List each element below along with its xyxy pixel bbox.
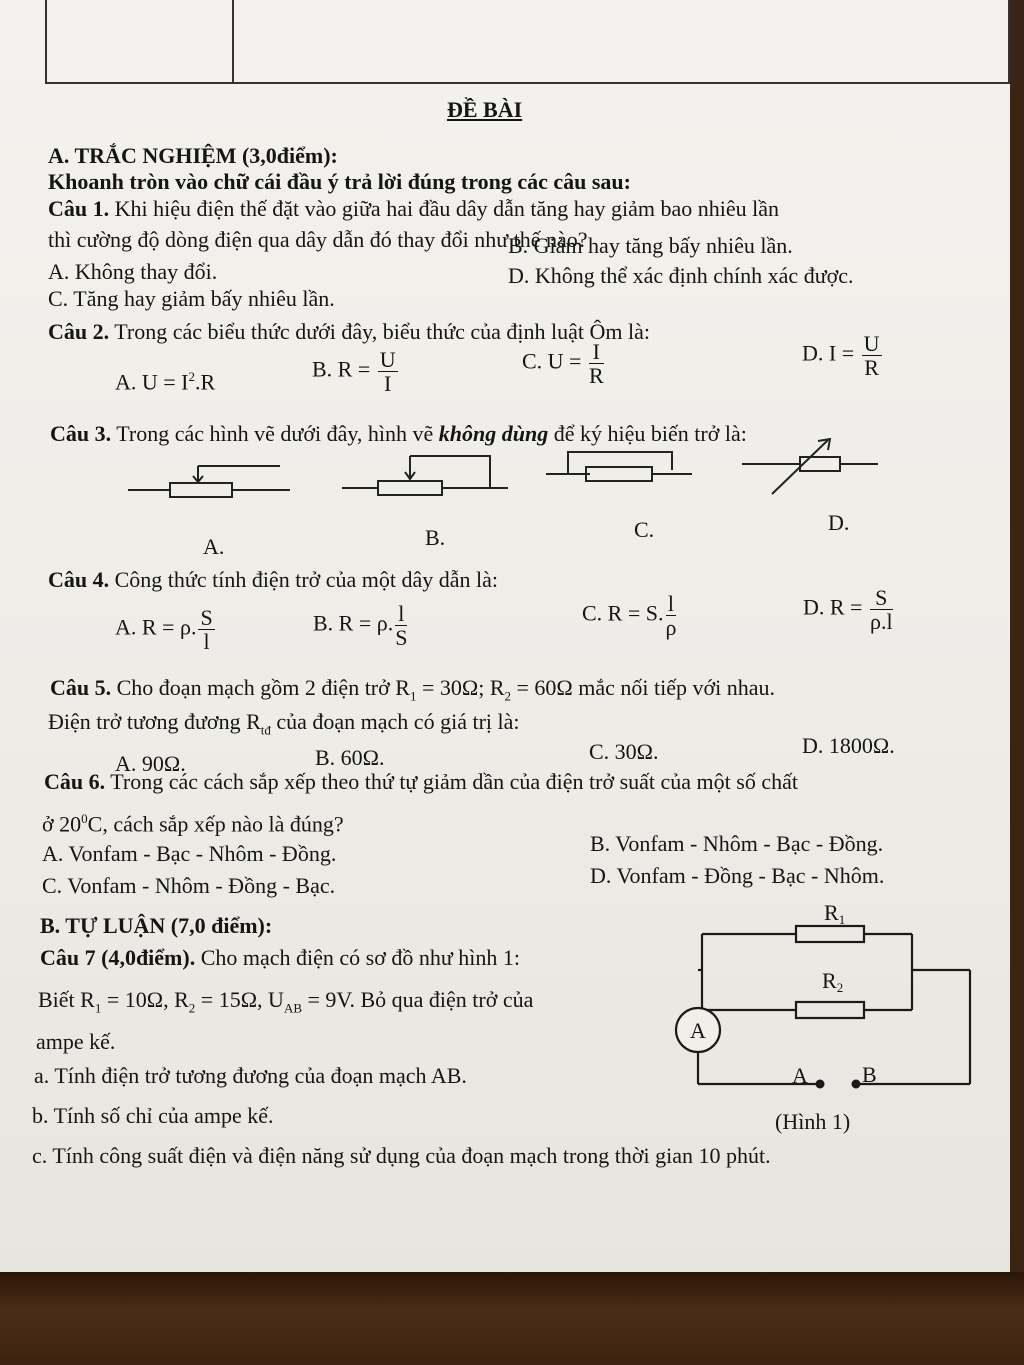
q7-part-a: a. Tính điện trở tương đương của đoạn mạch AB. (34, 1063, 467, 1088)
q2-a-sup: 2 (188, 369, 196, 384)
q1-option-c[interactable]: C. Tăng hay giảm bấy nhiêu lần. (48, 286, 335, 311)
q7-given-text: Biết R (38, 987, 95, 1012)
q4-option-c[interactable] (582, 592, 678, 639)
question-7 (40, 946, 520, 970)
q4-a-den: l (203, 629, 210, 655)
q4-b-den: S (395, 625, 408, 651)
node-b-label: B (862, 1062, 877, 1087)
q5-option-a[interactable]: A. 90Ω. (115, 751, 186, 776)
question-1 (48, 197, 779, 221)
q6-option-a[interactable]: A. Vonfam - Bạc - Nhôm - Đồng. (42, 841, 337, 866)
q7-given-s2: 2 (188, 1000, 196, 1016)
question-3-emphasis: không dùng (438, 421, 549, 446)
q2-c-num: I (589, 340, 604, 364)
q4-c-den: ρ (665, 615, 677, 641)
q6-option-c[interactable]: C. Vonfam - Nhôm - Đồng - Bạc. (42, 873, 336, 898)
q4-b-num: l (395, 602, 407, 626)
q7-part-b: b. Tính số chỉ của ampe kế. (32, 1103, 274, 1128)
question-7-given-line2: ampe kế. (36, 1029, 116, 1054)
q4-c-fraction (666, 592, 677, 639)
q6-line2-post: C, cách sắp xếp nào là đúng? (87, 811, 344, 837)
q3-option-d[interactable]: D. (828, 510, 850, 535)
header-table-remnant (45, 0, 1010, 84)
q6-option-b[interactable]: B. Vonfam - Nhôm - Bạc - Đồng. (590, 831, 884, 856)
q3-option-a[interactable]: A. (203, 534, 225, 559)
q7-given-s1: 1 (94, 1000, 102, 1016)
q2-option-b[interactable] (312, 348, 400, 395)
table-divider (232, 0, 234, 82)
q5-line2-text: Điện trở tương đương R (48, 709, 261, 734)
q2-option-a[interactable] (115, 370, 215, 395)
section-a-heading: A. TRẮC NGHIỆM (3,0điểm): (48, 143, 338, 168)
q7-given-s3: AB (283, 1000, 302, 1016)
question-6-line2 (42, 812, 344, 837)
page-title: ĐỀ BÀI (447, 97, 523, 122)
q4-d-num: S (870, 586, 893, 610)
q2-c-fraction (589, 340, 604, 387)
question-7-text: Cho mạch điện có sơ đồ như hình 1: (200, 945, 521, 970)
q2-a-tail: .R (195, 369, 216, 395)
q5-line2-sub: tđ (260, 722, 271, 738)
q4-option-d[interactable] (803, 586, 895, 633)
q2-a-text: A. U = I (115, 369, 189, 395)
q2-d-fraction (862, 332, 882, 379)
q5-option-c[interactable]: C. 30Ω. (589, 739, 659, 764)
node-a-dot (816, 1080, 825, 1089)
resistor-r1 (796, 926, 864, 942)
q2-option-c[interactable] (522, 340, 606, 387)
q1-option-b[interactable]: B. Giảm hay tăng bấy nhiêu lần. (508, 233, 793, 258)
question-3-text: Trong các hình vẽ dưới đây, hình vẽ (116, 421, 434, 446)
q4-a-text: A. R = ρ. (115, 614, 197, 640)
q3-option-b[interactable]: B. (425, 525, 446, 550)
question-5-text: Cho đoạn mạch gồm 2 điện trở R (116, 675, 410, 700)
question-2-label: Câu 2. (48, 319, 110, 344)
q2-b-text: B. R = (312, 356, 371, 382)
circuit-svg (672, 890, 982, 1100)
q5-text-mid1: = 30Ω; R (416, 675, 505, 700)
q4-c-num: l (666, 592, 677, 616)
q5-text-mid2: = 60Ω mắc nối tiếp với nhau. (511, 675, 776, 700)
q5-option-d[interactable]: D. 1800Ω. (802, 733, 895, 758)
question-3-label: Câu 3. (50, 421, 112, 446)
rheostat-symbols (120, 438, 890, 508)
q4-d-fraction (870, 586, 893, 633)
question-4-text: Công thức tính điện trở của một dây dẫn là: (114, 567, 499, 592)
question-6-label: Câu 6. (44, 769, 106, 794)
q1-option-d[interactable]: D. Không thể xác định chính xác được. (508, 263, 854, 288)
q4-option-b[interactable] (313, 602, 409, 649)
q4-b-fraction (395, 602, 407, 649)
q6-option-d[interactable]: D. Vonfam - Đồng - Bạc - Nhôm. (590, 863, 885, 888)
q2-d-text: D. I = (802, 340, 855, 366)
q2-c-den: R (588, 363, 604, 389)
q4-c-text: C. R = S. (582, 600, 664, 626)
symbol-d (742, 439, 878, 494)
q4-d-den: ρ.l (869, 609, 893, 635)
q2-option-d[interactable] (802, 332, 884, 379)
question-5-line2 (48, 710, 520, 738)
circuit-figure (672, 890, 982, 1100)
q2-b-fraction (378, 348, 398, 395)
q7-part-c: c. Tính công suất điện và điện năng sử dụng của đoạn mạch trong thời gian 10 phút. (32, 1143, 771, 1168)
q3-option-c[interactable]: C. (634, 517, 655, 542)
question-1-text-line2: thì cường độ dòng điện qua dây dẫn đó thay đổi như thế nào? (48, 227, 588, 252)
question-2-text: Trong các biểu thức dưới đây, biểu thức của định luật Ôm là: (114, 319, 651, 344)
q6-line2-text: ở 20 (42, 811, 82, 837)
q1-option-a[interactable]: A. Không thay đổi. (48, 259, 218, 284)
q2-b-num: U (379, 347, 396, 372)
rheostat-symbols-svg (120, 438, 890, 508)
symbol-b (342, 456, 508, 495)
q2-c-text: C. U = (522, 348, 582, 374)
question-1-text: Khi hiệu điện thế đặt vào giữa hai đầu dây dẫn tăng hay giảm bao nhiêu lần (114, 196, 780, 221)
question-5 (50, 676, 775, 704)
q4-a-num: S (200, 605, 213, 630)
question-3-text-end: để ký hiệu biến trở là: (553, 421, 747, 446)
section-a-instruction: Khoanh tròn vào chữ cái đầu ý trả lời đúng trong các câu sau: (48, 169, 631, 194)
q4-b-text: B. R = ρ. (313, 610, 394, 636)
q7-given-m2: = 15Ω, U (195, 987, 284, 1012)
q4-option-a[interactable] (115, 606, 217, 653)
q2-b-den: I (384, 371, 392, 397)
question-7-given (38, 988, 533, 1016)
question-6 (44, 770, 798, 794)
figure-caption: (Hình 1) (775, 1109, 851, 1134)
question-4 (48, 568, 498, 592)
q4-d-text: D. R = (803, 594, 863, 620)
symbol-c (546, 452, 692, 481)
q2-d-num: U (863, 331, 880, 356)
question-1-label: Câu 1. (48, 196, 110, 221)
q7-given-m3: = 9V. Bỏ qua điện trở của (302, 987, 534, 1012)
r1-label: R1 (824, 900, 846, 927)
node-a-label: A (792, 1063, 808, 1088)
question-7-label: Câu 7 (4,0điểm). (40, 945, 196, 970)
table-surface (0, 1272, 1024, 1365)
question-6-text: Trong các cách sắp xếp theo thứ tự giảm dần của điện trở suất của một số chất (110, 769, 798, 794)
q5-option-b[interactable]: B. 60Ω. (315, 745, 385, 770)
q5-sub1: 1 (409, 688, 417, 704)
resistor-r2 (796, 1002, 864, 1018)
q5-sub2: 2 (504, 688, 511, 704)
r2-label: R2 (822, 968, 844, 995)
ammeter-label: A (690, 1018, 706, 1043)
symbol-a (128, 466, 290, 497)
section-b-heading: B. TỰ LUẬN (7,0 điểm): (40, 913, 273, 938)
node-b-dot (852, 1080, 861, 1089)
q2-d-den: R (864, 355, 879, 381)
q6-line2-sup: 0 (81, 811, 88, 826)
question-5-label: Câu 5. (50, 675, 112, 700)
q7-given-m1: = 10Ω, R (101, 987, 189, 1012)
q4-a-fraction (198, 606, 214, 653)
q5-line2-post: của đoạn mạch có giá trị là: (270, 709, 520, 734)
question-4-label: Câu 4. (48, 567, 110, 592)
